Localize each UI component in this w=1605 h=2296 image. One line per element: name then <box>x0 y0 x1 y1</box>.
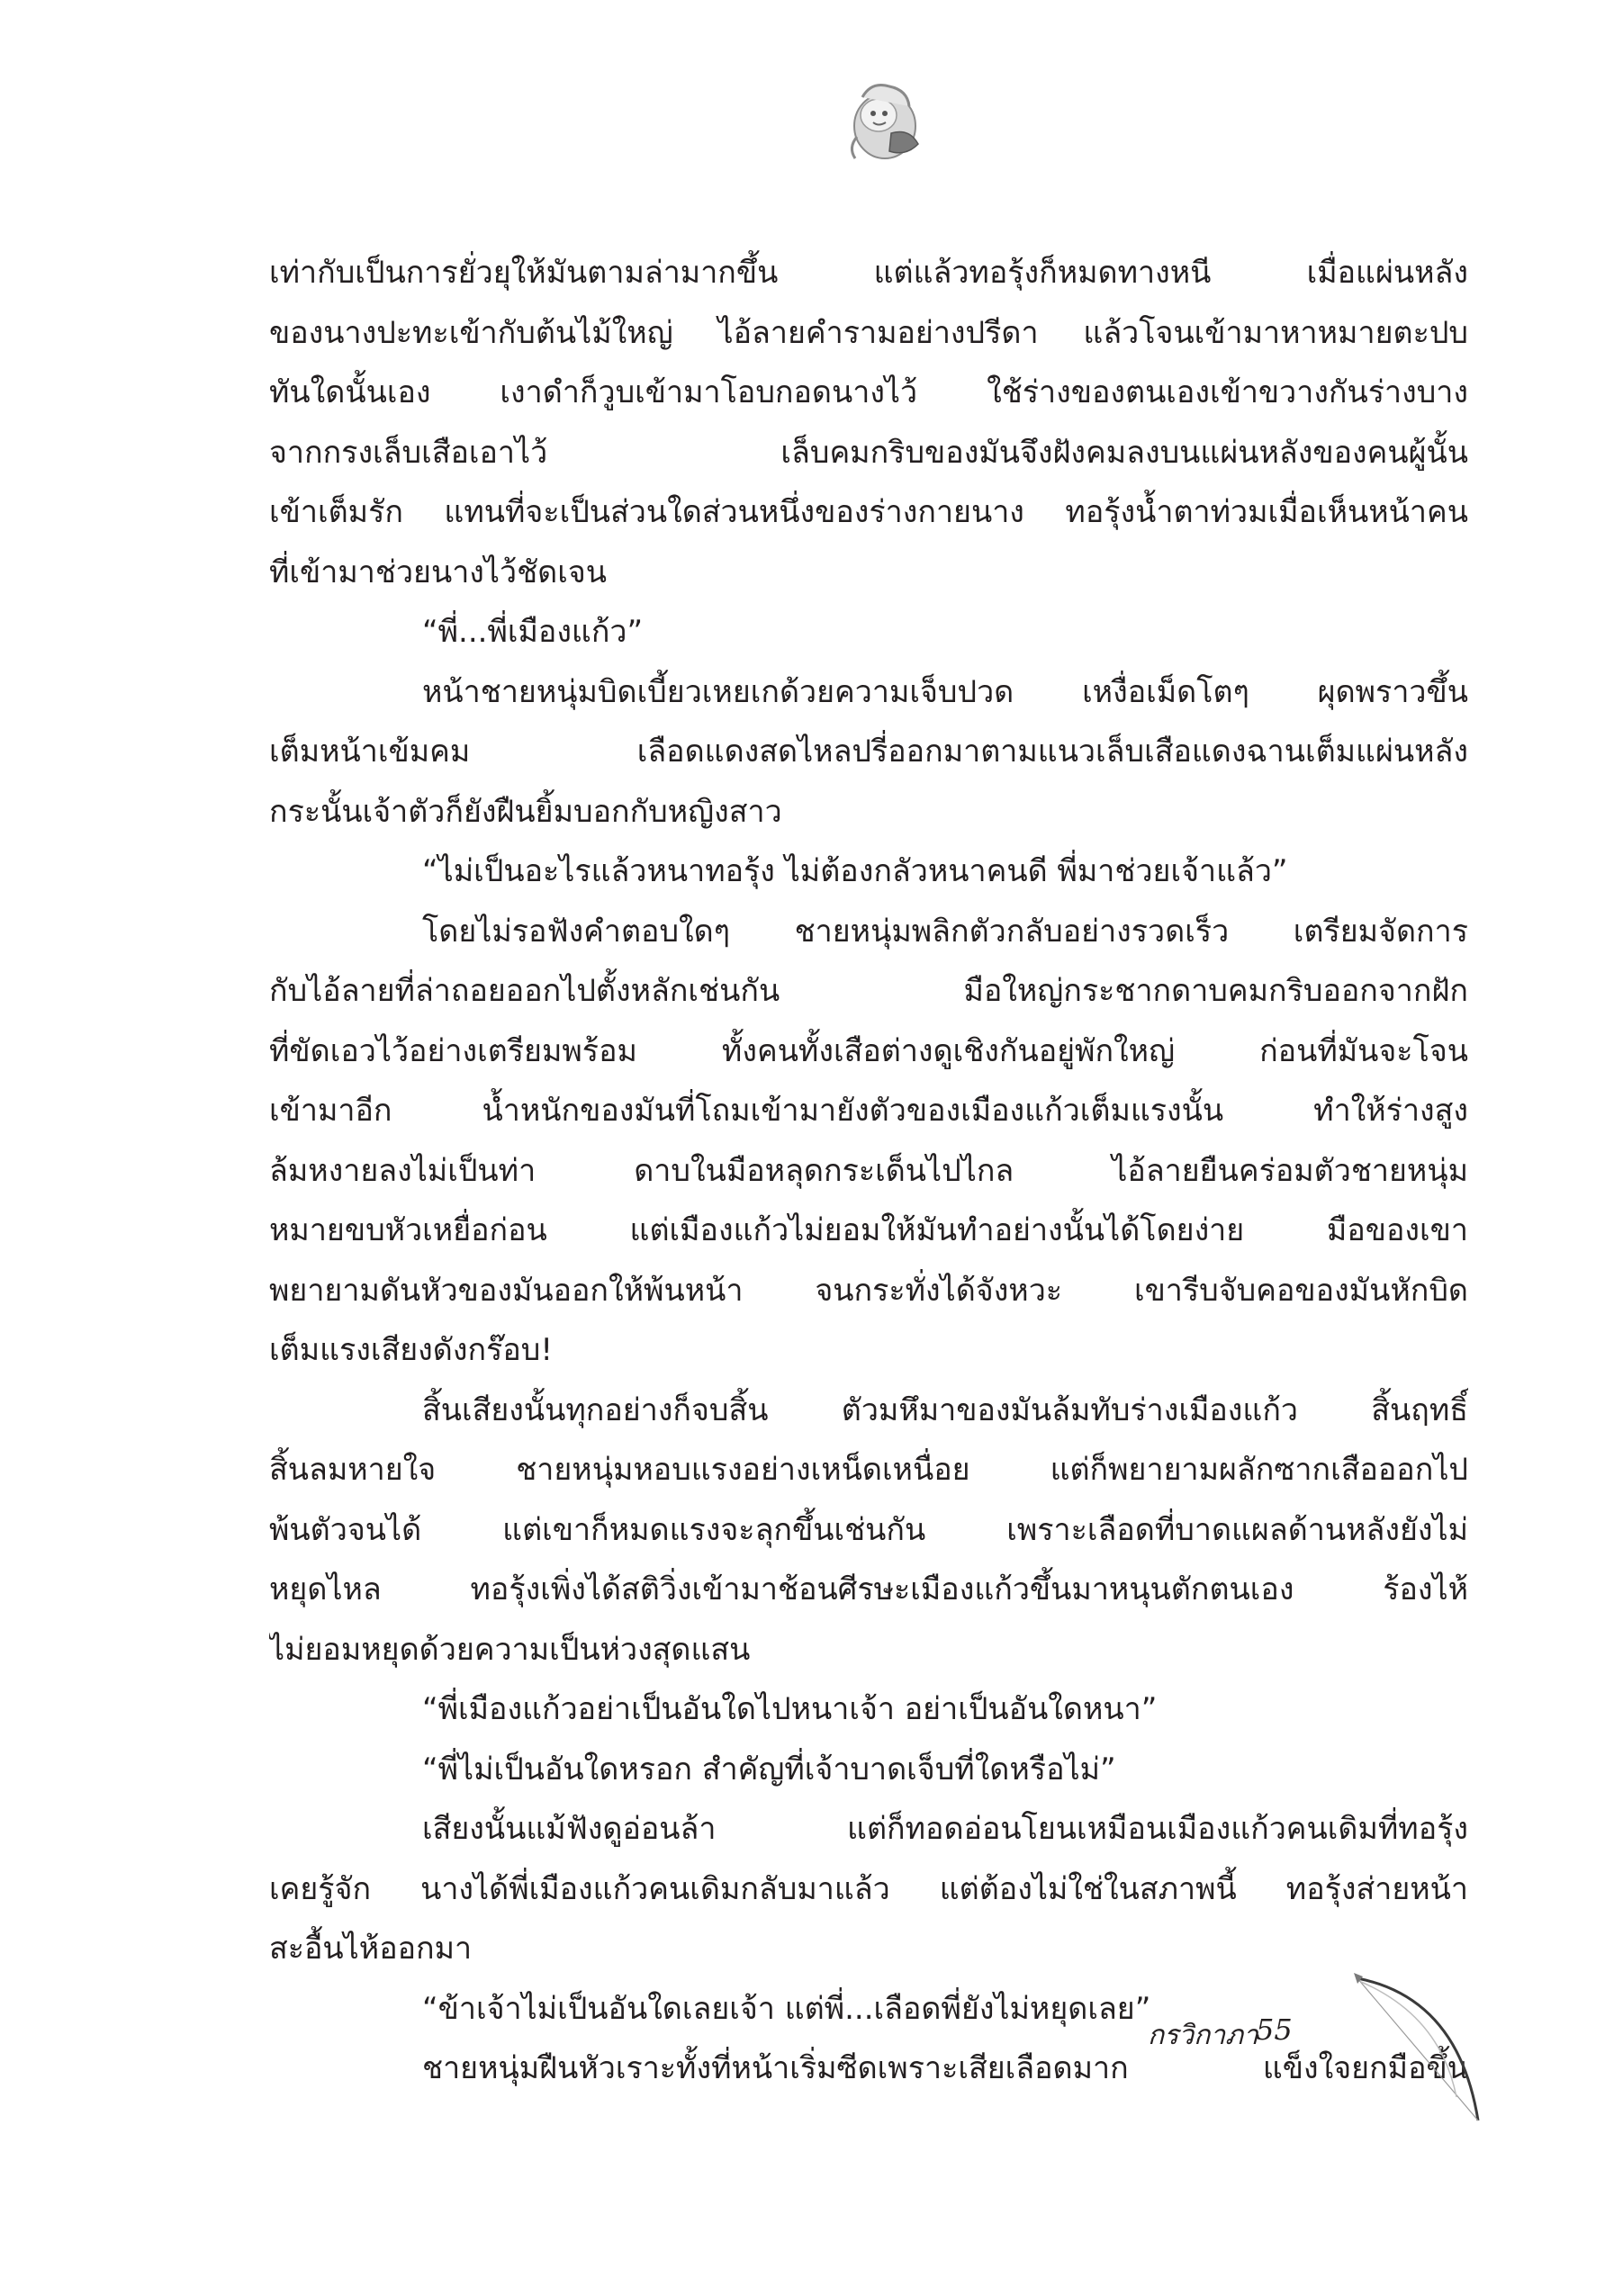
text-line: หน้าชายหนุ่มบิดเบี้ยวเหยเกด้วยความเจ็บปวด เหงื่อเม็ดโตๆ ผุดพราวขึ้น <box>422 673 1468 710</box>
text-line: กระนั้นเจ้าตัวก็ยังฝืนยิ้มบอกกับหญิงสาว <box>269 793 782 830</box>
text-line: สิ้นลมหายใจ ชายหนุ่มหอบแรงอย่างเหน็ดเหนื่อย แต่ก็พยายามผลักซากเสือออกไป <box>269 1452 1468 1488</box>
text-line: เข้ามาอีก น้ำหนักของมันที่โถมเข้ามายังตัวของเมืองแก้วเต็มแรงนั้น ทำให้ร่างสูง <box>269 1093 1468 1129</box>
text-line: ที่ขัดเอวไว้อย่างเตรียมพร้อม ทั้งคนทั้งเสือต่างดูเชิงกันอยู่พักใหญ่ ก่อนที่มันจะโจน <box>269 1032 1468 1069</box>
text-line: ชายหนุ่มฝืนหัวเราะทั้งที่หน้าเริ่มซีดเพราะเสียเลือดมาก แข็งใจยกมือขึ้น <box>422 2050 1468 2086</box>
text-line: ทันใดนั้นเอง เงาดำก็วูบเข้ามาโอบกอดนางไว้ ใช้ร่างของตนเองเข้าขวางกันร่างบาง <box>269 374 1468 410</box>
book-title: กรวิกาภา <box>1148 2020 1258 2051</box>
text-line: พ้นตัวจนได้ แต่เขาก็หมดแรงจะลุกขึ้นเช่นกัน เพราะเลือดที่บาดแผลด้านหลังยังไม่ <box>269 1511 1468 1548</box>
text-line: “พี่...พี่เมืองแก้ว” <box>422 614 644 650</box>
text-line: เคยรู้จัก นางได้พี่เมืองแก้วคนเดิมกลับมาแล้ว แต่ต้องไม่ใช่ในสภาพนี้ ทอรุ้งส่ายหน้า <box>269 1870 1468 1907</box>
text-line: พยายามดันหัวของมันออกให้พ้นหน้า จนกระทั่งได้จังหวะ เขารีบจับคอของมันหักบิด <box>269 1272 1468 1309</box>
text-line: หมายขบหัวเหยื่อก่อน แต่เมืองแก้วไม่ยอมให้มันทำอย่างนั้นได้โดยง่าย มือของเขา <box>269 1212 1468 1248</box>
text-line: “ข้าเจ้าไม่เป็นอันใดเลยเจ้า แต่พี่...เลือดพี่ยังไม่หยุดเลย” <box>422 1990 1151 2027</box>
text-line: “พี่ไม่เป็นอันใดหรอก สำคัญที่เจ้าบาดเจ็บที่ใดหรือไม่” <box>422 1751 1116 1787</box>
text-line: เต็มแรงเสียงดังกร๊อบ! <box>269 1332 553 1368</box>
text-line: ล้มหงายลงไม่เป็นท่า ดาบในมือหลุดกระเด็นไปไกล ไอ้ลายยืนคร่อมตัวชายหนุ่ม <box>269 1152 1468 1189</box>
bow-and-arrow-icon <box>1350 1962 1485 2133</box>
text-line: หยุดไหล ทอรุ้งเพิ่งได้สติวิ่งเข้ามาช้อนศีรษะเมืองแก้วขึ้นมาหนุนตักตนเอง ร้องไห้ <box>269 1571 1468 1607</box>
text-line: เท่ากับเป็นการยั่วยุให้มันตามล่ามากขึ้น แต่แล้วทอรุ้งก็หมดทางหนี เมื่อแผ่นหลัง <box>269 255 1468 291</box>
text-line: สิ้นเสียงนั้นทุกอย่างก็จบสิ้น ตัวมหึมาของมันล้มทับร่างเมืองแก้ว สิ้นฤทธิ์ <box>422 1391 1468 1428</box>
text-line: เสียงนั้นแม้ฟังดูอ่อนล้า แต่ก็ทอดอ่อนโยนเหมือนเมืองแก้วคนเดิมที่ทอรุ้ง <box>422 1811 1468 1847</box>
text-line: เต็มหน้าเข้มคม เลือดแดงสดไหลปรี่ออกมาตามแนวเล็บเสือแดงฉานเต็มแผ่นหลัง <box>269 734 1468 770</box>
text-line: “พี่เมืองแก้วอย่าเป็นอันใดไปหนาเจ้า อย่าเป็นอันใดหนา” <box>422 1691 1158 1727</box>
text-line: ของนางปะทะเข้ากับต้นไม้ใหญ่ ไอ้ลายคำรามอย่างปรีดา แล้วโจนเข้ามาหาหมายตะปบ <box>269 314 1468 351</box>
story-text <box>269 243 1468 2099</box>
text-line: “ไม่เป็นอะไรแล้วหนาทอรุ้ง ไม่ต้องกลัวหนาคนดี พี่มาช่วยเจ้าแล้ว” <box>422 853 1288 889</box>
text-line: โดยไม่รอฟังคำตอบใดๆ ชายหนุ่มพลิกตัวกลับอย่างรวดเร็ว เตรียมจัดการ <box>422 913 1468 950</box>
text-line: ที่เข้ามาช่วยนางไว้ชัดเจน <box>269 554 608 590</box>
page-number: 55 <box>1256 2012 1293 2047</box>
text-line: กับไอ้ลายที่ล่าถอยออกไปตั้งหลักเช่นกัน มือใหญ่กระชากดาบคมกริบออกจากฝัก <box>269 973 1468 1009</box>
text-line: ไม่ยอมหยุดด้วยความเป็นห่วงสุดแสน <box>269 1631 751 1668</box>
text-line: เข้าเต็มรัก แทนที่จะเป็นส่วนใดส่วนหนึ่งของร่างกายนาง ทอรุ้งน้ำตาท่วมเมื่อเห็นหน้าคน <box>269 494 1468 530</box>
text-line: จากกรงเล็บเสือเอาไว้ เล็บคมกริบของมันจึงฝังคมลงบนแผ่นหลังของคนผู้นั้น <box>269 434 1468 471</box>
text-line: สะอื้นไห้ออกมา <box>269 1931 473 1967</box>
cartoon-character-emblem-icon <box>835 70 934 169</box>
